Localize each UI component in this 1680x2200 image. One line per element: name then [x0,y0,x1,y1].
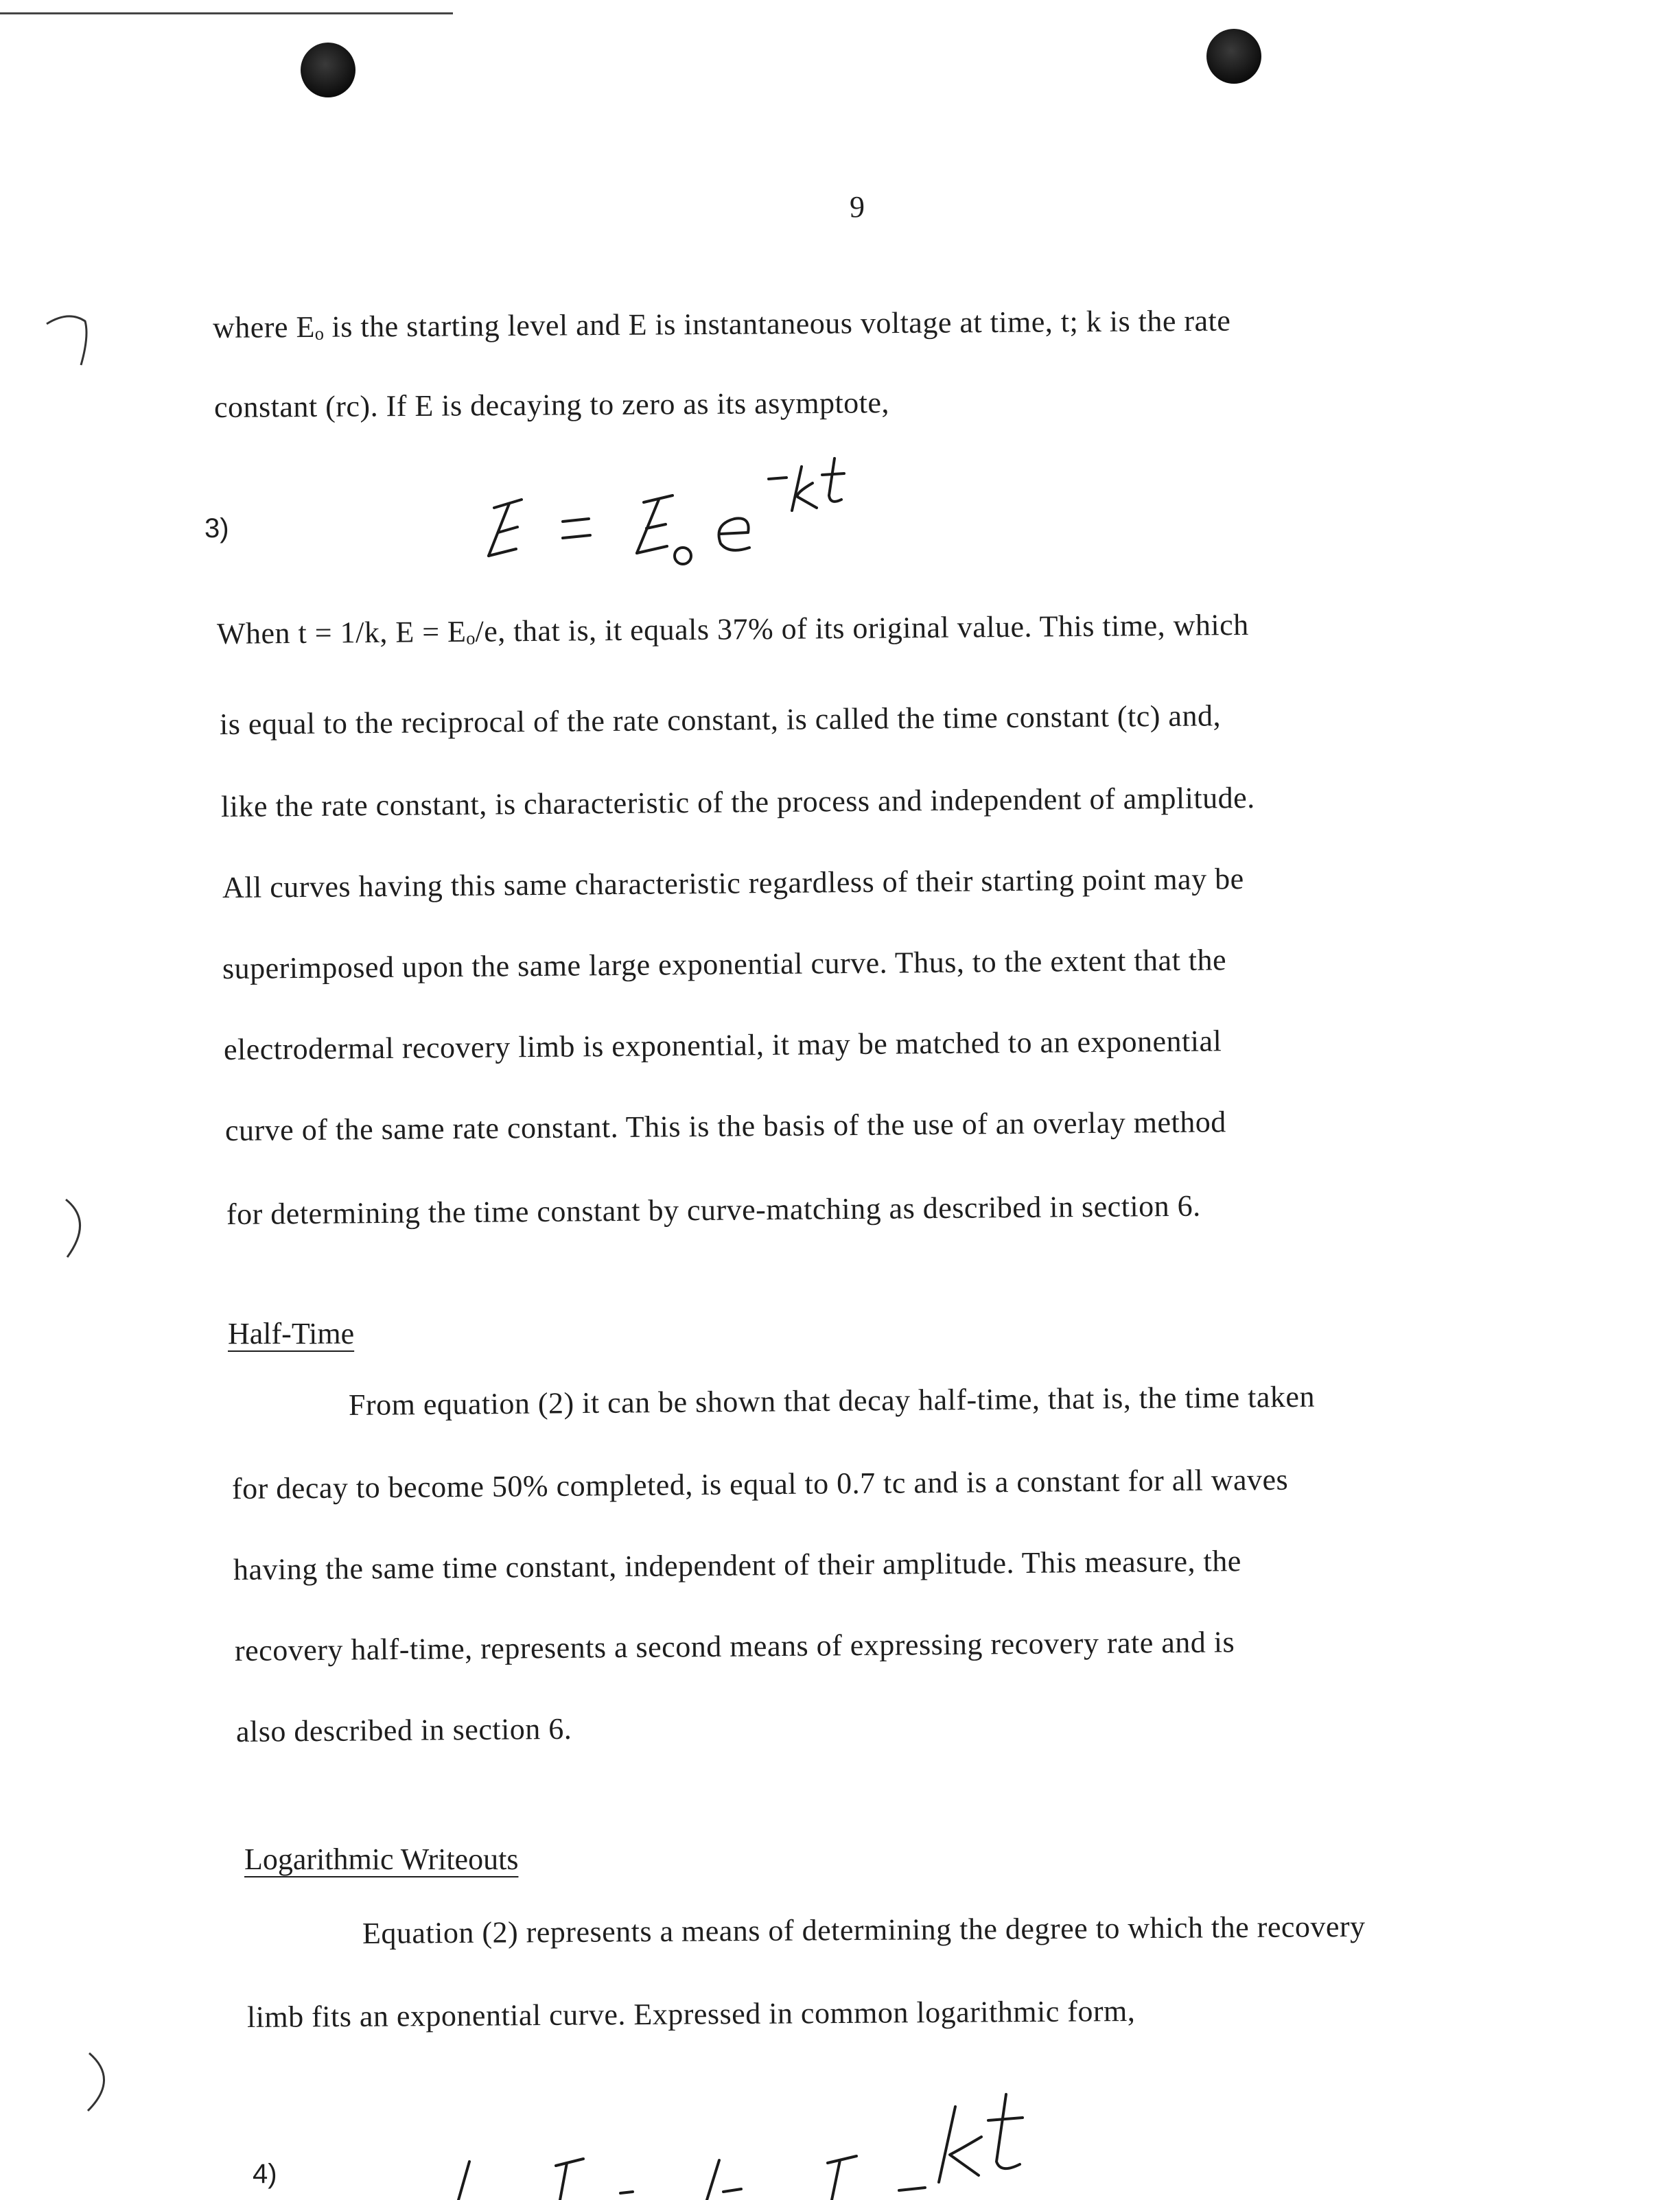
text-line: constant (rc). If E is decaying to zero as its asymptote, [213,386,890,424]
text-line: like the rate constant, is characteristic of the process and independent of amplitude. [220,780,1255,823]
punch-hole-right [1206,29,1261,84]
text-line: curve of the same rate constant. This is the basis of the use of an overlay method [224,1105,1226,1147]
text-line: having the same time constant, independent of their amplitude. This measure, the [233,1544,1241,1587]
handwritten-equation [439,2079,1098,2200]
text-line: From equation (2) it can be shown that decay half-time, that is, the time taken [348,1379,1316,1422]
text-line: electrodermal recovery limb is exponential, it may be matched to an exponential [223,1024,1222,1066]
text-line: also described in section 6. [235,1711,572,1748]
text-line: is equal to the reciprocal of the rate constant, is called the time constant (tc) and, [219,699,1222,741]
text-line: When t = 1/k, E = Eₒ/e, that is, it equals 37% of its original value. This time, which [216,607,1249,651]
text-line: limb fits an exponential curve. Expressed in common logarithmic form, [246,1993,1136,2034]
text-line: All curves having this same characteristic regardless of their starting point may be [222,862,1244,904]
handwritten-equation [474,453,899,576]
text-line: where Eₒ is the starting level and E is instantaneous voltage at time, t; k is the rate [212,303,1231,344]
text-line: Equation (2) represents a means of determining the degree to which the recovery [362,1909,1366,1950]
text-line: for determining the time constant by curve-matching as described in section 6. [226,1189,1201,1231]
section-heading-logarithmic-writeouts: Logarithmic Writeouts [244,1842,519,1876]
page-number: 9 [850,190,865,224]
margin-bracket-mark [41,309,96,371]
margin-bracket-mark [82,2048,124,2116]
text-line: for decay to become 50% completed, is equal to 0.7 tc and is a constant for all waves [231,1462,1289,1506]
equation-label: 3) [205,513,229,543]
margin-bracket-mark [59,1194,100,1263]
equation-label: 4) [253,2159,277,2189]
top-rule [0,12,453,14]
text-line: recovery half-time, represents a second means of expressing recovery rate and is [234,1625,1235,1667]
punch-hole-left [301,43,355,97]
section-heading-half-time: Half-Time [228,1317,355,1350]
text-line: superimposed upon the same large exponential curve. Thus, to the extent that the [222,943,1227,985]
